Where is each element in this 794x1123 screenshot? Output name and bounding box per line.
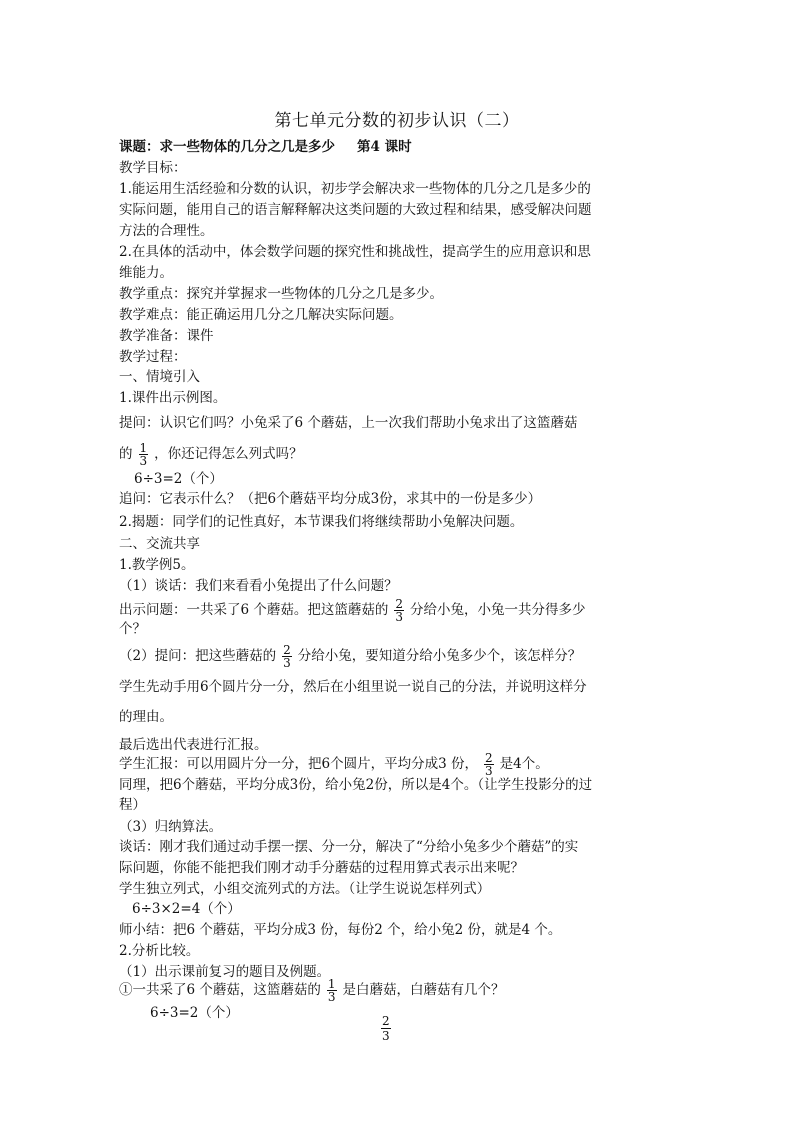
text-line: 个？ (119, 621, 146, 637)
fraction-one-third: $\frac{1}{3}$ (327, 977, 336, 1004)
text-line: 教学过程： (119, 349, 187, 365)
text-line: 际问题，你能不能把我们刚才动手分蘑菇的过程用算式表示出来呢？ (119, 860, 524, 876)
text-line: 学生先动手用6个圆片分一分，然后在小组里说一说自己的分法，并说明这样分 (119, 679, 587, 695)
section-heading: 二、交流共享 (119, 536, 200, 552)
text-line: 实际问题，能用自己的语言解释解决这类问题的大致过程和结果，感受解决问题 (119, 202, 592, 218)
text-line: 学生独立列式，小组交流列式的方法。（让学生说说怎样列式） (119, 881, 491, 897)
fraction-two-thirds: $\frac{2}{3}$ (484, 751, 493, 778)
text-line: 方法的合理性。 (119, 223, 214, 239)
text-line-with-fraction: （2）提问：把这些蘑菇的 $\frac{2}{3}$ 分给小兔，要知道分给小兔多少个，该怎样分？ (119, 643, 582, 670)
text-line: 维能力。 (119, 265, 173, 281)
lesson-period: 第4 课时 (357, 139, 412, 155)
text-line: 追问：它表示什么？（把6个蘑菇平均分成3份，求其中的一份是多少） (119, 491, 542, 507)
text-line: 1.教学例5。 (119, 557, 195, 573)
lesson-topic-line (119, 138, 412, 156)
text-line: 教学重点：探究并掌握求一些物体的几分之几是多少。 (119, 286, 443, 302)
page-title: 第七单元分数的初步认识（二） (274, 111, 520, 131)
fraction-two-thirds: $\frac{2}{3}$ (395, 597, 404, 624)
text-line: （1）出示课前复习的题目及例题。 (119, 964, 331, 980)
text-line: 的理由。 (119, 709, 173, 725)
text-line-with-fraction: ①一共采了6 个蘑菇，这篮蘑菇的 $\frac{1}{3}$ 是白蘑菇，白蘑菇有几个？ (119, 977, 505, 1004)
text-line: 提问：认识它们吗？小兔采了6 个蘑菇，上一次我们帮助小兔求出了这篮蘑菇 (119, 415, 578, 431)
text-line: （3）归纳算法。 (119, 819, 223, 835)
fraction-one-third: $\frac{1}{3}$ (139, 441, 148, 468)
text-line: 谈话：刚才我们通过动手摆一摆、分一分，解决了“分给小兔多少个蘑菇”的实 (119, 839, 579, 855)
equation: 6÷3=2（个） (134, 471, 223, 487)
text-line: 同理，把6个蘑菇，平均分成3份，给小兔2份，所以是4个。（让学生投影分的过 (119, 777, 593, 793)
text-line: 2.在具体的活动中，体会数学问题的探究性和挑战性，提高学生的应用意识和思 (119, 244, 591, 260)
text-line: 教学准备：课件 (119, 328, 214, 344)
text-line: 1.课件出示例图。 (119, 390, 227, 406)
text-line: 最后选出代表进行汇报。 (119, 737, 268, 753)
text-line: 1.能运用生活经验和分数的认识，初步学会解决求一些物体的几分之几是多少的 (119, 181, 591, 197)
text-line: 教学目标： (119, 160, 187, 176)
text-line: 程） (119, 797, 146, 813)
text-line: 师小结：把6 个蘑菇，平均分成3 份，每份2 个，给小兔2 份，就是4 个。 (119, 922, 562, 938)
lesson-topic: 课题：求一些物体的几分之几是多少 (119, 139, 335, 155)
text-line: 2.分析比较。 (119, 943, 200, 959)
fraction-two-thirds: $\frac{2}{3}$ (382, 1014, 390, 1043)
text-line-with-fraction: 出示问题：一共采了6 个蘑菇。把这篮蘑菇的 $\frac{2}{3}$ 分给小兔，小兔一共分得多少 (119, 597, 586, 624)
equation: 6÷3=2（个） (150, 1005, 239, 1021)
text-line-with-fraction: 学生汇报：可以用圆片分一分，把6个圆片，平均分成3 份， $\frac{2}{3}$ 是4个。 (119, 751, 549, 778)
equation: 6÷3×2=4（个） (132, 901, 241, 917)
text-line-with-fraction: 的 $\frac{1}{3}$ ，你还记得怎么列式吗？ (119, 441, 303, 468)
text-line: 教学难点：能正确运用几分之几解决实际问题。 (119, 307, 403, 323)
text-line: （1）谈话：我们来看看小兔提出了什么问题？ (119, 578, 398, 594)
section-heading: 一、情境引入 (119, 369, 200, 385)
fraction-two-thirds: $\frac{2}{3}$ (283, 643, 291, 670)
text-line: 2.揭题：同学们的记性真好，本节课我们将继续帮助小兔解决问题。 (119, 514, 524, 530)
